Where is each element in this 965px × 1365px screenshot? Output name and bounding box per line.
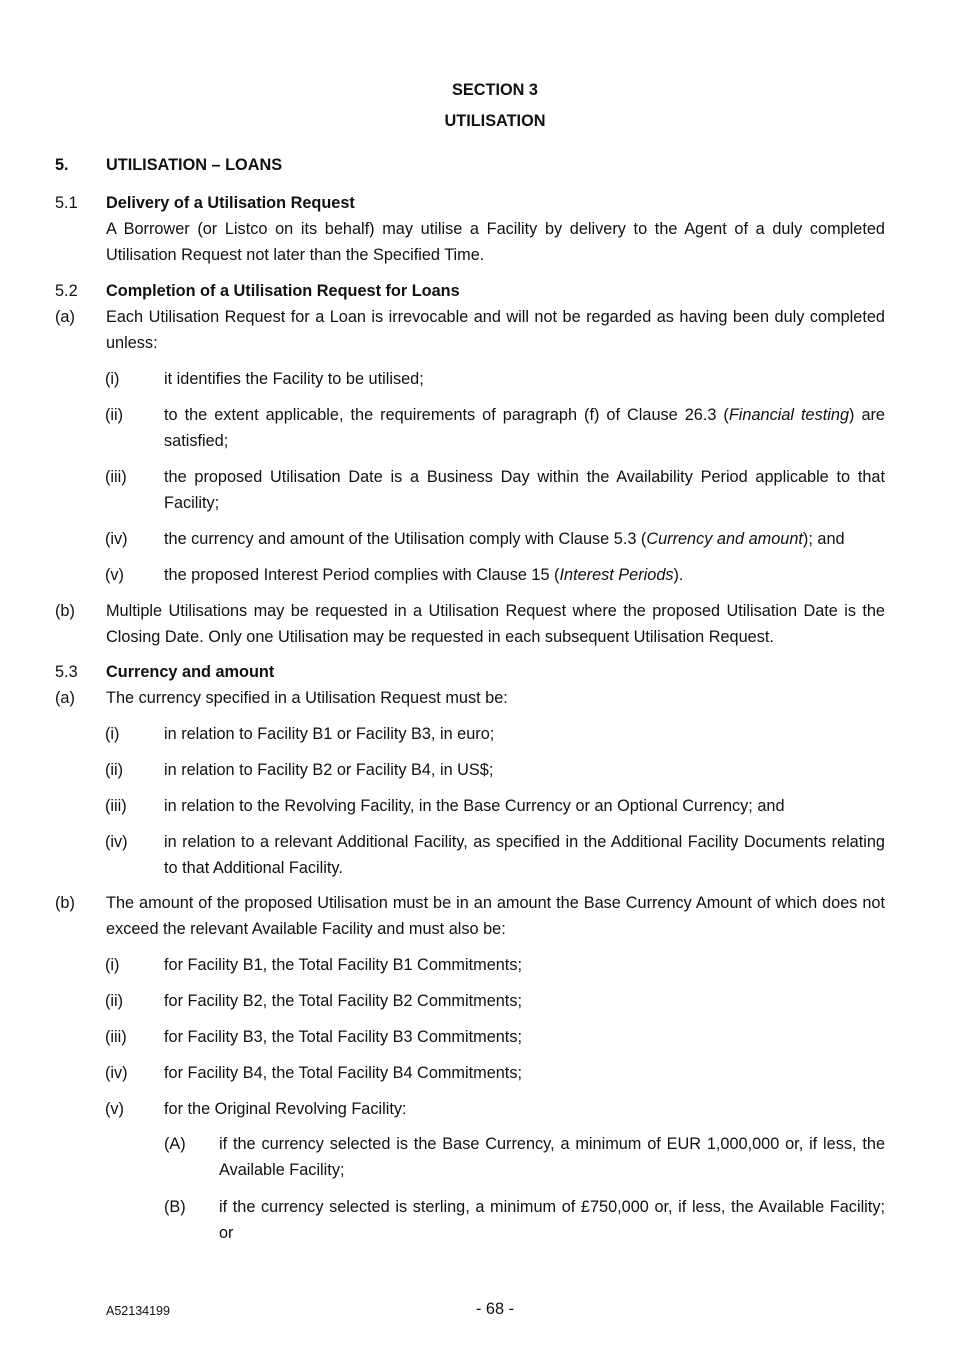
- clause-5-3-a-ii-label: (ii): [105, 761, 124, 779]
- clause-5-2-a-i-text: it identifies the Facility to be utilised;: [164, 370, 424, 388]
- clause-5-3-a-iv-text: in relation to a relevant Additional Facility, as specified in the Additional Facility Documents relating to that Additional Facility.: [164, 833, 885, 877]
- clause-5-2-b-label: (b): [55, 602, 75, 620]
- clause-5-3-b-iii-text: for Facility B3, the Total Facility B3 Commitments;: [164, 1028, 522, 1046]
- clause-5-3-a-text: The currency specified in a Utilisation Request must be:: [106, 689, 508, 707]
- clause-5-3-b-i-label: (i): [105, 956, 120, 974]
- clause-reference: Currency and amount: [646, 530, 803, 548]
- clause-5-2-a-i-label: (i): [105, 370, 120, 388]
- clause-5-2-a-v-label: (v): [105, 566, 124, 584]
- clause-5-3-b-iv-label: (iv): [105, 1064, 128, 1082]
- clause-5-3-b-v-A-text: if the currency selected is the Base Currency, a minimum of EUR 1,000,000 or, if less, the Available Facility;: [219, 1135, 885, 1179]
- clause-5-3-a-iii-label: (iii): [105, 797, 127, 815]
- clause-5-2-a-label: (a): [55, 308, 75, 326]
- clause-5-3-b-v-B-text: if the currency selected is sterling, a minimum of £750,000 or, if less, the Available Facility; or: [219, 1198, 885, 1242]
- section-label: SECTION 3: [452, 81, 538, 99]
- page-number: - 68 -: [475, 1300, 514, 1318]
- clause-5-2-a-iii-text: the proposed Utilisation Date is a Business Day within the Availability Period applicable to that Facility;: [164, 468, 885, 512]
- clause-5-3-b-ii-text: for Facility B2, the Total Facility B2 Commitments;: [164, 992, 522, 1010]
- clause-5-3-b-ii-label: (ii): [105, 992, 124, 1010]
- clause-5-2-a-ii-text: to the extent applicable, the requirements of paragraph (f) of Clause 26.3 (Financial testing) are satisfied;: [164, 406, 885, 450]
- clause-5-1-number: 5.1: [55, 194, 78, 212]
- clause-5-3-b-i-text: for Facility B1, the Total Facility B1 Commitments;: [164, 956, 522, 974]
- clause-5-number: 5.: [55, 156, 69, 174]
- clause-5-3-a-i-label: (i): [105, 725, 120, 743]
- clause-5-3-b-v-A-label: (A): [164, 1135, 186, 1153]
- clause-reference: Interest Periods: [559, 566, 674, 584]
- clause-5-2-b-text: Multiple Utilisations may be requested in a Utilisation Request where the proposed Utilisation Date is the Closing Date. Only one Utilisation may be requested in each subsequent Utilisation Request.: [106, 602, 885, 646]
- clause-5-3-a-ii-text: in relation to Facility B2 or Facility B4, in US$;: [164, 761, 494, 779]
- clause-5-title: UTILISATION – LOANS: [106, 156, 283, 174]
- clause-reference: Financial testing: [728, 406, 850, 424]
- clause-5-2-a-iii-label: (iii): [105, 468, 127, 486]
- clause-5-3-b-label: (b): [55, 894, 75, 912]
- clause-5-3-a-iv-label: (iv): [105, 833, 128, 851]
- clause-5-3-b-iii-label: (iii): [105, 1028, 127, 1046]
- clause-5-2-a-text: Each Utilisation Request for a Loan is irrevocable and will not be regarded as having been duly completed unless:: [106, 308, 885, 352]
- clause-5-3-a-iii-text: in relation to the Revolving Facility, in the Base Currency or an Optional Currency; and: [164, 797, 785, 815]
- clause-5-3-number: 5.3: [55, 663, 78, 681]
- clause-5-3-b-v-text: for the Original Revolving Facility:: [164, 1100, 407, 1118]
- clause-5-2-a-v-text: the proposed Interest Period complies with Clause 15 (Interest Periods).: [164, 566, 684, 584]
- clause-5-3-b-v-label: (v): [105, 1100, 124, 1118]
- document-reference: A52134199: [106, 1304, 170, 1318]
- clause-5-2-a-iv-text: the currency and amount of the Utilisation comply with Clause 5.3 (Currency and amount); and: [164, 530, 845, 548]
- clause-5-3-a-label: (a): [55, 689, 75, 707]
- clause-5-2-number: 5.2: [55, 282, 78, 300]
- clause-5-1-body: A Borrower (or Listco on its behalf) may utilise a Facility by delivery to the Agent of a duly completed Utilisation Request not later than the Specified Time.: [106, 220, 885, 264]
- clause-5-3-a-i-text: in relation to Facility B1 or Facility B3, in euro;: [164, 725, 495, 743]
- section-title: UTILISATION: [444, 112, 546, 130]
- clause-5-3-title: Currency and amount: [106, 663, 275, 681]
- clause-5-3-b-v-B-label: (B): [164, 1198, 186, 1216]
- clause-5-1-title: Delivery of a Utilisation Request: [106, 194, 355, 212]
- clause-5-2-a-ii-label: (ii): [105, 406, 124, 424]
- clause-5-3-b-iv-text: for Facility B4, the Total Facility B4 Commitments;: [164, 1064, 522, 1082]
- clause-5-2-a-iv-label: (iv): [105, 530, 128, 548]
- clause-5-2-title: Completion of a Utilisation Request for Loans: [106, 282, 460, 300]
- clause-5-3-b-text: The amount of the proposed Utilisation must be in an amount the Base Currency Amount of which does not exceed the relevant Available Facility and must also be:: [106, 894, 885, 938]
